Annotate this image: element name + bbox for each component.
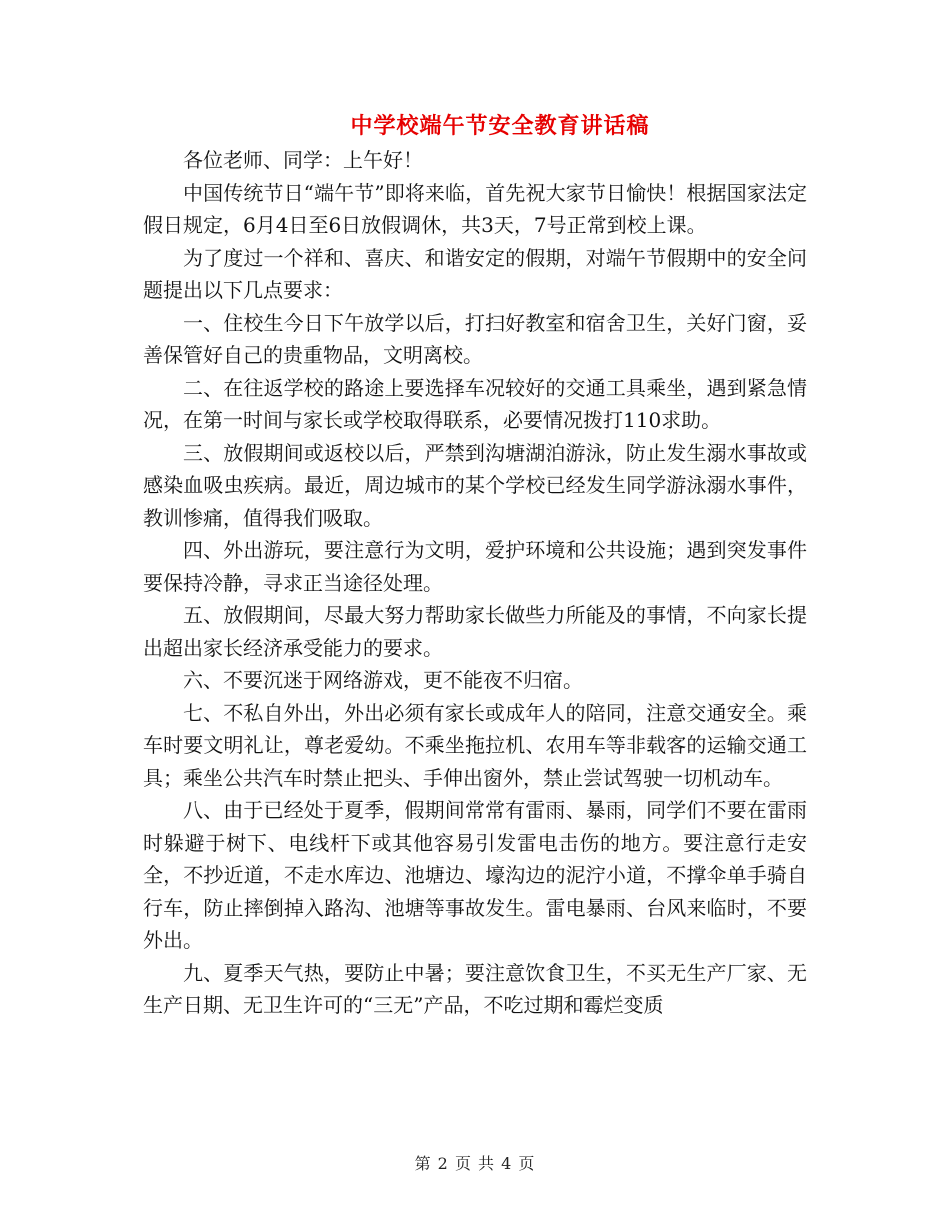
rule-3-paragraph: 三、放假期间或返校以后，严禁到沟塘湖泊游泳，防止发生溺水事故或感染血吸虫疾病。最近，周边城市的某个学校已经发生同学游泳溺水事件，教训惨痛，值得我们吸取。 — [143, 440, 807, 530]
greeting-paragraph: 各位老师、同学：上午好！ — [183, 148, 423, 172]
rule-5-paragraph: 五、放假期间，尽最大努力帮助家长做些力所能及的事情，不向家长提出超出家长经济承受能力的要求。 — [143, 603, 807, 660]
rule-4-paragraph: 四、外出游玩，要注意行为文明，爱护环境和公共设施；遇到突发事件要保持冷静，寻求正当途径处理。 — [143, 538, 807, 595]
document-title: 中学校端午节安全教育讲话稿 — [350, 113, 650, 139]
page-footer: 第 2 页 共 4 页 — [414, 1154, 536, 1173]
rule-8-paragraph: 八、由于已经处于夏季，假期间常常有雷雨、暴雨，同学们不要在雷雨时躲避于树下、电线杆下或其他容易引发雷电击伤的地方。要注意行走安全，不抄近道，不走水库边、池塘边、壕沟边的泥泞小道，不撑伞单手骑自行车，防止摔倒掉入路沟、池塘等事故发生。雷电暴雨、台风来临时，不要外出。 — [143, 798, 807, 952]
intro-paragraph: 中国传统节日“端午节”即将来临，首先祝大家节日愉快！根据国家法定假日规定，6月4日至6日放假调休，共3天，7号正常到校上课。 — [143, 180, 807, 237]
document-body — [143, 144, 807, 1022]
rule-1-paragraph: 一、住校生今日下午放学以后，打扫好教室和宿舍卫生，关好门窗，妥善保管好自己的贵重物品，文明离校。 — [143, 310, 807, 367]
rule-7-paragraph: 七、不私自外出，外出必须有家长或成年人的陪同，注意交通安全。乘车时要文明礼让，尊老爱幼。不乘坐拖拉机、农用车等非载客的运输交通工具；乘坐公共汽车时禁止把头、手伸出窗外，禁止尝试驾驶一切机动车。 — [143, 700, 807, 790]
rule-6-paragraph: 六、不要沉迷于网络游戏，更不能夜不归宿。 — [183, 668, 583, 692]
rule-9-paragraph: 九、夏季天气热，要防止中暑；要注意饮食卫生，不买无生产厂家、无生产日期、无卫生许可的“三无”产品，不吃过期和霉烂变质 — [143, 960, 807, 1017]
purpose-paragraph: 为了度过一个祥和、喜庆、和谐安定的假期，对端午节假期中的安全问题提出以下几点要求： — [143, 245, 807, 302]
rule-2-paragraph: 二、在往返学校的路途上要选择车况较好的交通工具乘坐，遇到紧急情况，在第一时间与家长或学校取得联系，必要情况拨打110求助。 — [143, 375, 807, 432]
